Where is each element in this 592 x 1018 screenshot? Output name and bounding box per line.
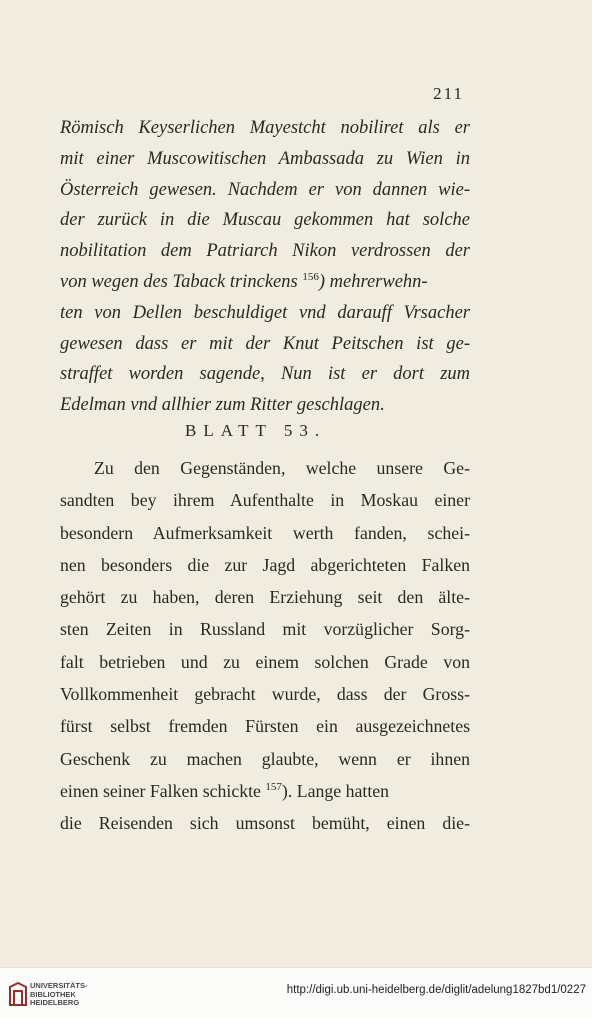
text-line: sandten bey ihrem Aufenthalte in Moskau einer xyxy=(60,490,470,511)
library-name-line: HEIDELBERG xyxy=(30,998,80,1007)
page-number: 211 xyxy=(433,84,464,103)
text-line: sten Zeiten in Russland mit vorzüglicher Sorg- xyxy=(60,619,470,640)
italic-quotation xyxy=(60,113,470,421)
footnote-marker-157[interactable]: 157 xyxy=(265,780,282,793)
text-line: straffet worden sagende, Nun ist er dort zum xyxy=(60,364,470,385)
text-line: gehört zu haben, deren Erziehung seit den älte- xyxy=(60,587,470,608)
text-line: der zurück in die Muscau gekommen hat solche xyxy=(60,210,470,231)
library-name-line: BIBLIOTHEK xyxy=(30,989,76,999)
text-line: nobilitation dem Patriarch Nikon verdrossen der xyxy=(60,241,470,262)
text-line: ten von Dellen beschuldiget vnd darauff Vrsacher xyxy=(60,302,470,323)
library-name xyxy=(30,982,88,1008)
text-line: Zu den Gegenständen, welche unsere Ge- xyxy=(94,458,470,478)
footer-bar xyxy=(0,967,592,1018)
text-line: nen besonders die zur Jagd abgerichteten Falken xyxy=(60,554,470,575)
text-line xyxy=(60,775,470,807)
text-line xyxy=(60,267,470,298)
footnote-marker-156[interactable]: 156 xyxy=(302,270,319,283)
text-fragment: von wegen des Taback trinckens xyxy=(60,271,298,292)
text-line: fürst selbst fremden Fürsten ein ausgezeichnetes xyxy=(60,716,470,737)
text-line: mit einer Muscowitischen Ambassada zu Wien in xyxy=(60,148,470,169)
text-fragment: ). Lange hatten xyxy=(281,780,390,801)
text-line: gewesen dass er mit der Knut Peitschen ist ge- xyxy=(60,333,470,354)
text-line: besondern Aufmerksamkeit werth fanden, schei- xyxy=(60,522,470,543)
section-heading: BLATT 53. xyxy=(185,421,327,440)
text-fragment: einen seiner Falken schickte xyxy=(60,780,261,801)
source-url-link[interactable]: http://digi.ub.uni-heidelberg.de/diglit/adelung1827bd1/0227 xyxy=(286,984,586,996)
text-line: falt betrieben und zu einem solchen Grade von xyxy=(60,651,470,672)
text-line: Vollkommenheit gebracht wurde, dass der Gross- xyxy=(60,684,470,705)
library-name-line: UNIVERSITÄTS- xyxy=(30,981,88,990)
text-line: die Reisenden sich umsonst bemüht, einen die- xyxy=(60,813,470,834)
text-line: Geschenk zu machen glaubte, wenn er ihnen xyxy=(60,748,470,769)
text-line: Österreich gewesen. Nachdem er von dannen wie- xyxy=(60,179,470,200)
text-fragment: ) mehrerwehn- xyxy=(318,271,428,292)
body-text xyxy=(60,452,470,840)
text-line: Römisch Keyserlichen Mayestcht nobiliret als er xyxy=(60,118,470,138)
text-line: Edelman vnd allhier zum Ritter geschlagen. xyxy=(60,395,385,416)
